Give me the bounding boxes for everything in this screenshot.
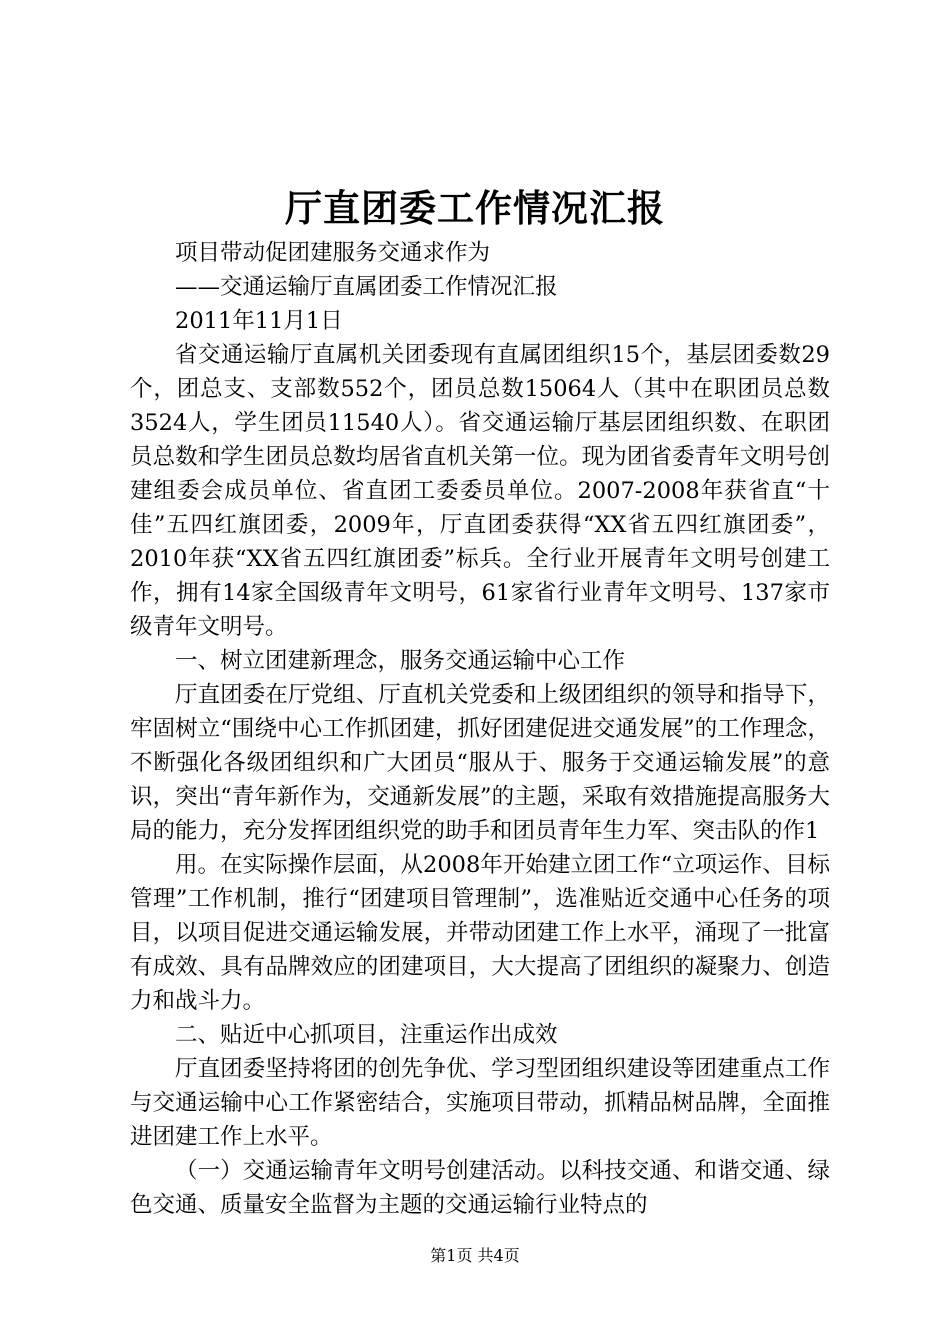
document-subtitle: 项目带动促团建服务交通求作为	[175, 240, 491, 266]
page-footer: 第1页 共4页	[430, 1246, 520, 1265]
document-body	[130, 236, 830, 1222]
document-subtitle-2: ——交通运输厅直属团委工作情况汇报	[175, 274, 558, 300]
paragraph: 用。在实际操作层面，从2008年开始建立团工作“立项运作、目标管理”工作机制，推行“团建项目管理制”，选准贴近交通中心任务的项目，以项目促进交通运输发展，并带动团建工作上水平，涌现了一批富有成效、具有品牌效应的团建项目，大大提高了团组织的凝聚力、创造力和战斗力。	[130, 852, 830, 1014]
paragraph: 省交通运输厅直属机关团委现有直属团组织15个，基层团委数29个，团总支、支部数552个，团员总数15064人（其中在职团员总数3524人，学生团员11540人）。省交通运输厅基层团组织数、在职团员总数和学生团员总数均居省直机关第一位。现为团省委青年文明号创建组委会成员单位、省直团工委委员单位。2007-2008年获省直“十佳”五四红旗团委，2009年，厅直团委获得“XX省五四红旗团委”，2010年获“XX省五四红旗团委”标兵。全行业开展青年文明号创建工作，拥有14家全国级青年文明号，61家省行业青年文明号、137家市级青年文明号。	[130, 342, 830, 640]
document-date: 2011年11月1日	[175, 308, 343, 334]
paragraph: 厅直团委在厅党组、厅直机关党委和上级团组织的领导和指导下，牢固树立“围绕中心工作抓团建，抓好团建促进交通发展”的工作理念，不断强化各级团组织和广大团员“服从于、服务于交通运输发展”的意识，突出“青年新作为，交通新发展”的主题，采取有效措施提高服务大局的能力，充分发挥团组织党的助手和团员青年生力军、突击队的作1	[130, 682, 830, 844]
paragraph: 厅直团委坚持将团的创先争优、学习型团组织建设等团建重点工作与交通运输中心工作紧密结合，实施项目带动，抓精品树品牌，全面推进团建工作上水平。	[130, 1056, 830, 1150]
document-title: 厅直团委工作情况汇报	[285, 186, 665, 230]
paragraph: （一）交通运输青年文明号创建活动。以科技交通、和谐交通、绿色交通、质量安全监督为主题的交通运输行业特点的	[130, 1158, 830, 1218]
section-heading: 一、树立团建新理念，服务交通运输中心工作	[175, 648, 626, 674]
section-heading: 二、贴近中心抓项目，注重运作出成效	[175, 1022, 558, 1048]
